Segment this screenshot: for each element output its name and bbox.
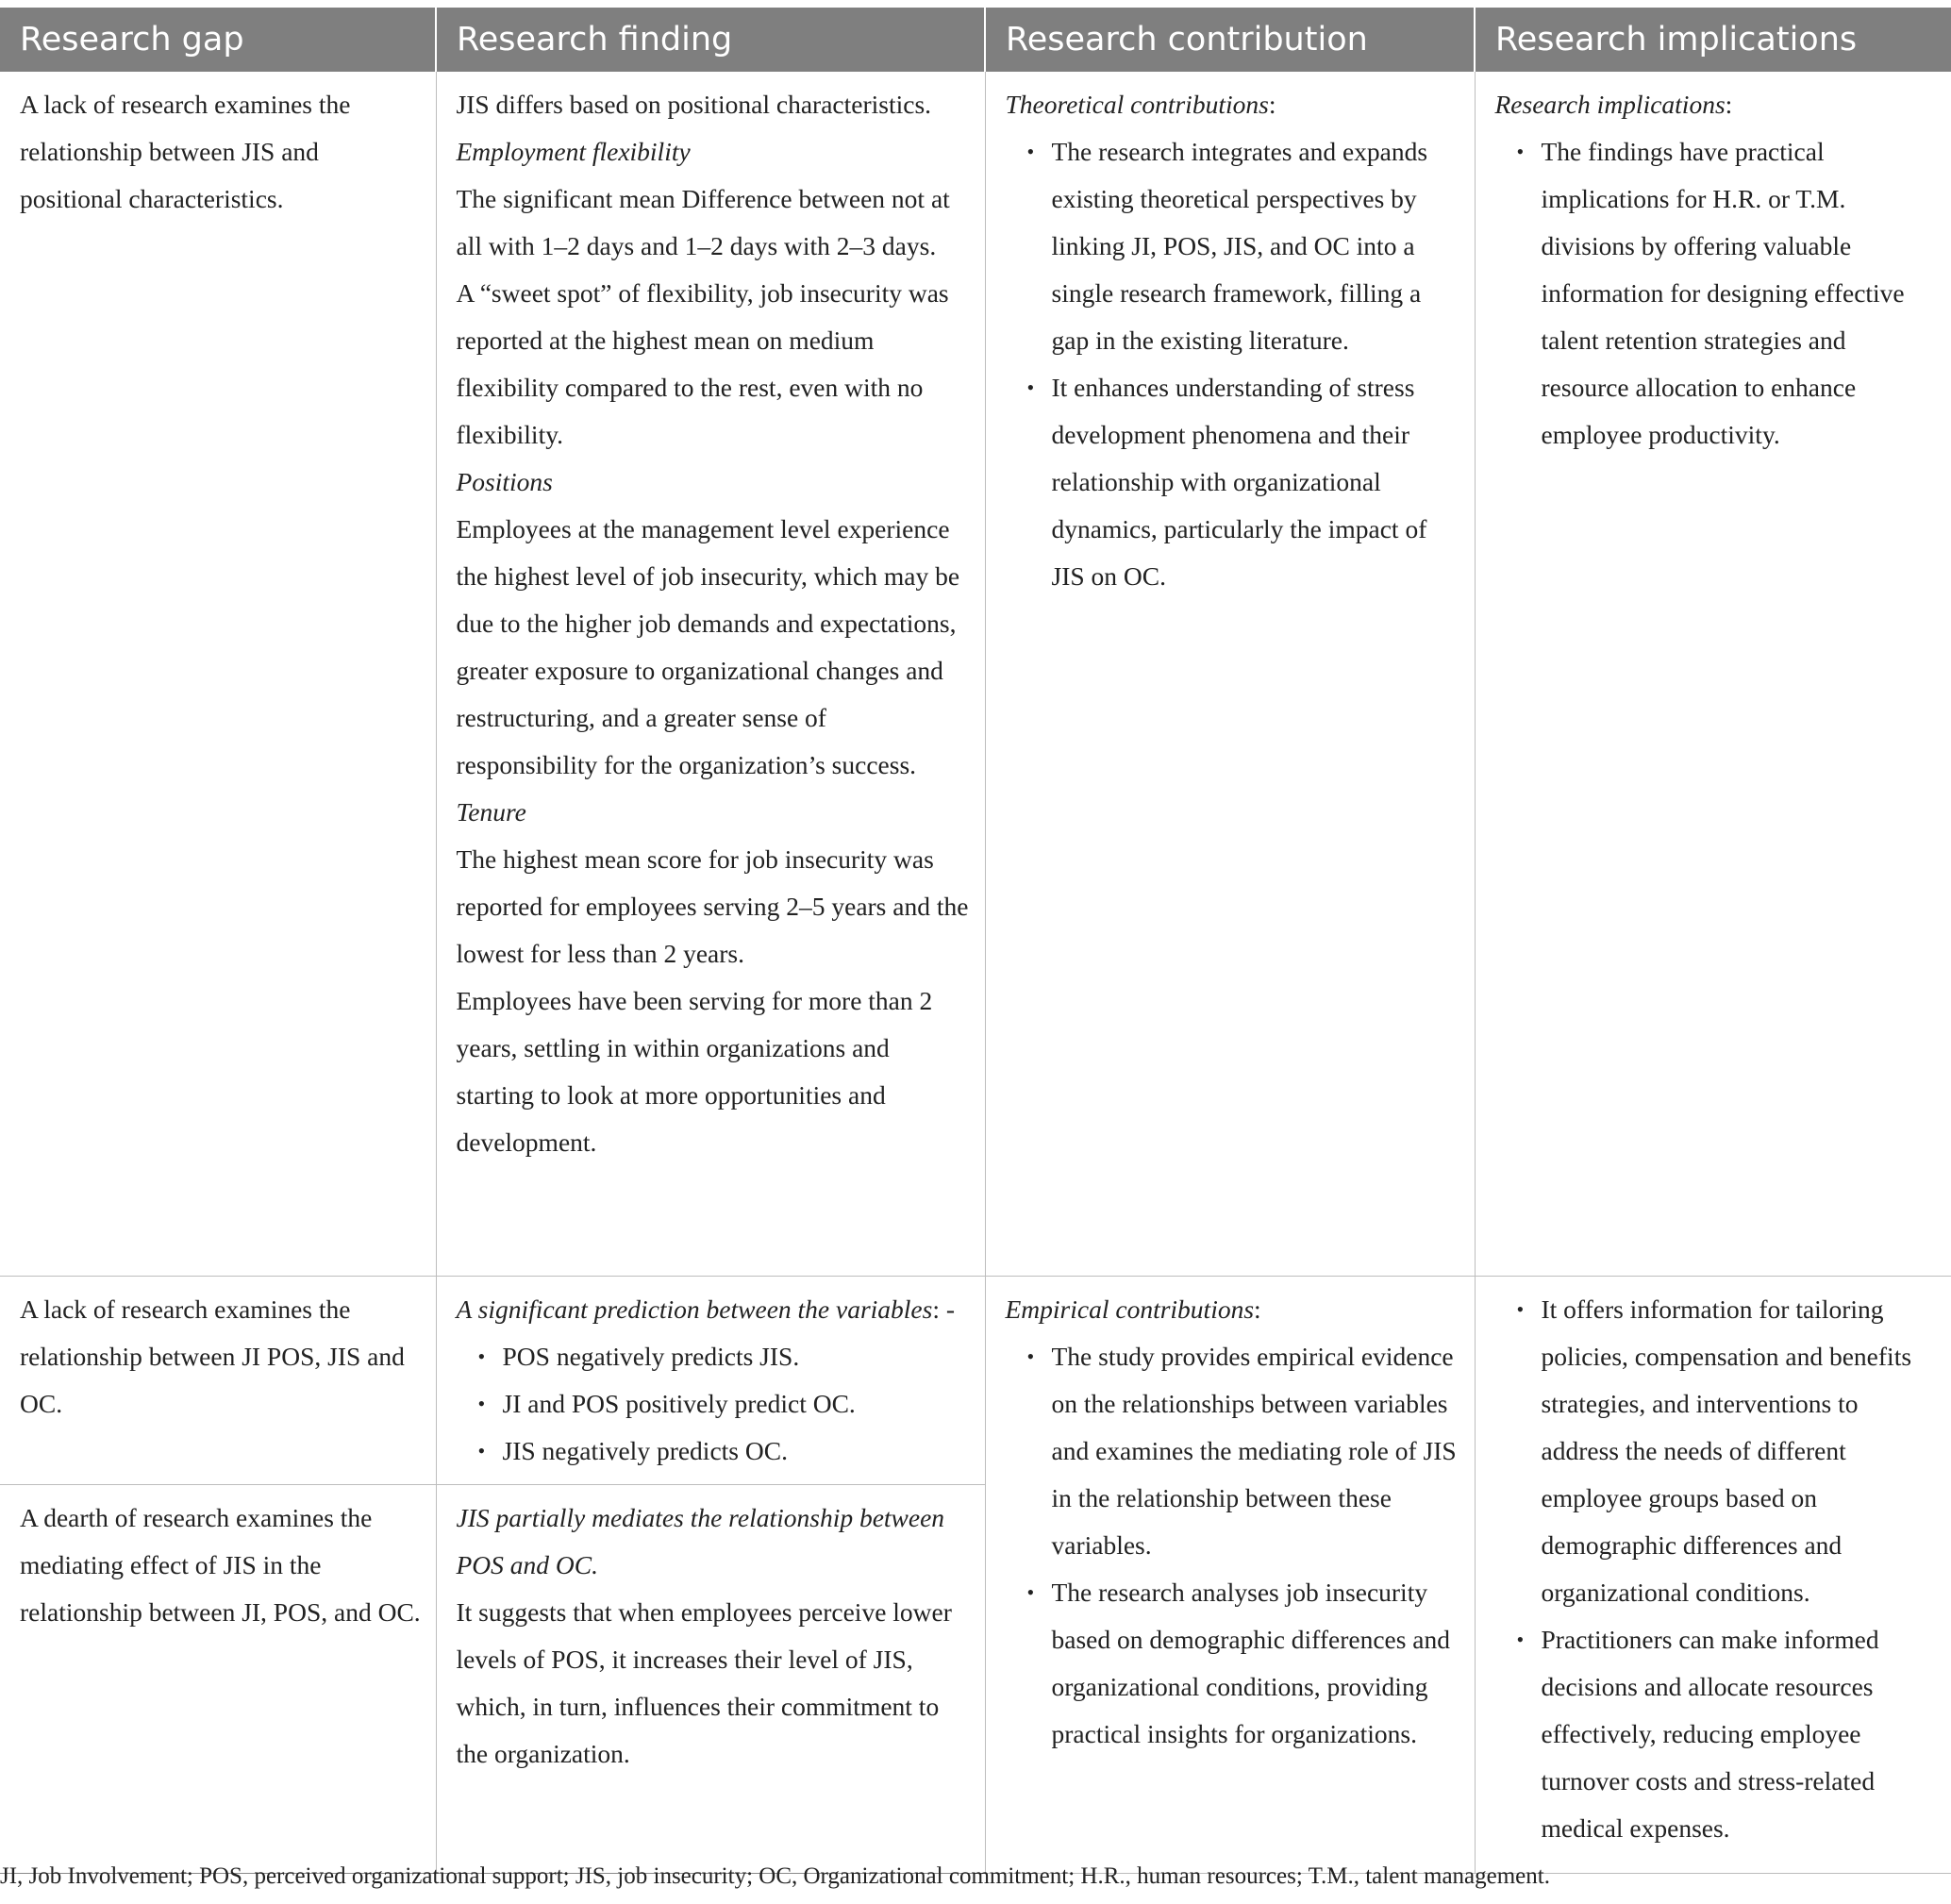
row1-gap-cell [0,72,436,1276]
list-item: • It enhances understanding of stress development phenomena and their relationship with organizational dynamics, particularly the impact of JIS on OC. [1052,364,1461,600]
employment-flexibility-text-2: A “sweet spot” of flexibility, job insecurity was reported at the highest mean on medium flexibility compared to the rest, even with no flexibility. [456,278,949,449]
list-item: • POS negatively predicts JIS. [503,1333,972,1380]
row3-gap-cell [0,1484,436,1873]
table-header-row [0,8,1951,72]
table-row [0,1276,1951,1484]
empirical-contributions-list [1006,1333,1461,1758]
empirical-contributions-title: Empirical contributions [1005,1294,1255,1324]
list-item: • It offers information for tailoring policies, compensation and benefits strategies, and interventions to address the needs of different employee groups based on demographic differences and organizational conditions. [1542,1286,1939,1616]
tenure-text-2: Employees have been serving for more than 2 years, settling in within organizations and starting to look at more opportunities and development. [456,986,933,1157]
header-research-gap: Research gap [0,8,436,72]
row3-gap-text: A dearth of research examines the mediating effect of JIS in the relationship between JI, POS, and OC. [20,1502,421,1627]
row2-gap-text: A lack of research examines the relationship between JI POS, JIS and OC. [20,1294,405,1418]
mediation-heading: JIS partially mediates the relationship between POS and OC. [456,1502,945,1579]
rows23-implications-cell [1475,1276,1951,1873]
prediction-list [457,1333,972,1475]
row1-gap-text: A lack of research examines the relationship between JIS and positional characteristics. [20,90,351,213]
positions-text: Employees at the management level experience the highest level of job insecurity, which may be due to the higher job demands and expectations, greater exposure to organizational changes and restructuring, and a greater sense of responsibility for the organization’s success. [456,514,960,779]
list-item: • The research analyses job insecurity based on demographic differences and organizational conditions, providing practical insights for organizations. [1052,1569,1461,1758]
tenure-heading: Tenure [456,797,526,827]
significant-prediction-title: A significant prediction between the variables [456,1294,933,1324]
research-summary-table [0,8,1951,1874]
header-research-implications: Research implications [1475,8,1951,72]
significant-prediction-suffix: : - [932,1294,956,1324]
list-item: • The research integrates and expands existing theoretical perspectives by linking JI, POS, JIS, and OC into a single research framework, filling a gap in the existing literature. [1052,128,1461,364]
theoretical-contributions-heading: Theoretical contributions: [1005,90,1276,119]
row1-finding-intro: JIS differs based on positional characteristics. [456,90,932,119]
employment-flexibility-heading: Employment flexibility [456,137,691,166]
list-item: • JI and POS positively predict OC. [503,1380,972,1428]
list-item: • The study provides empirical evidence on the relationships between variables and examines the mediating role of JIS in the relationship between these variables. [1052,1333,1461,1569]
mediation-text: It suggests that when employees perceive lower levels of POS, it increases their level of JIS, which, in turn, influences their commitment to the organization. [456,1596,952,1768]
employment-flexibility-text-1: The significant mean Difference between not at all with 1–2 days and 1–2 days with 2–3 days. [456,184,950,260]
row1-implications-cell [1475,72,1951,1276]
research-implications-heading: Research implications: [1494,90,1733,119]
row2-finding-cell [436,1276,985,1484]
research-implications-title: Research implications [1494,90,1726,119]
theoretical-contributions-list [1006,128,1461,600]
row1-finding-cell [436,72,985,1276]
practical-implications-list [1495,1286,1939,1852]
row1-contribution-cell [985,72,1475,1276]
tenure-text-1: The highest mean score for job insecurity was reported for employees serving 2–5 years and the lowest for less than 2 years. [456,844,969,968]
theoretical-contributions-title: Theoretical contributions [1005,90,1269,119]
research-implications-list [1495,128,1939,459]
header-research-finding: Research finding [436,8,985,72]
header-research-contribution: Research contribution [985,8,1475,72]
row3-finding-cell [436,1484,985,1873]
rows23-contribution-cell [985,1276,1475,1873]
positions-heading: Positions [456,467,553,496]
table-row [0,72,1951,1276]
list-item: • Practitioners can make informed decisions and allocate resources effectively, reducing employee turnover costs and stress-related medical expenses. [1542,1616,1939,1852]
list-item: • The findings have practical implications for H.R. or T.M. divisions by offering valuable information for designing effective talent retention strategies and resource allocation to enhance employee productivity. [1542,128,1939,459]
table-footnote: JI, Job Involvement; POS, perceived organizational support; JIS, job insecurity; OC, Organizational commitment; H.R., human resources; T.M., talent management. [0,1863,1550,1889]
empirical-contributions-heading: Empirical contributions: [1005,1294,1261,1324]
row2-gap-cell [0,1276,436,1484]
list-item: • JIS negatively predicts OC. [503,1428,972,1475]
significant-prediction-heading [457,1286,972,1333]
